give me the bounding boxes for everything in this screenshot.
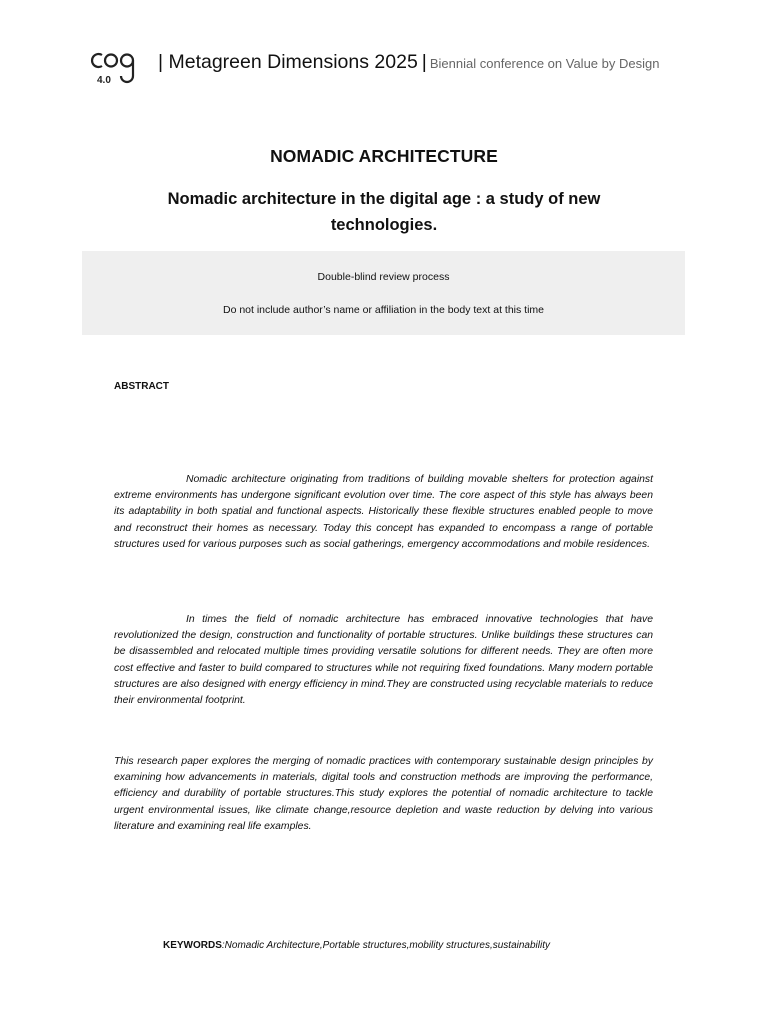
review-notice-box bbox=[82, 251, 685, 335]
logo-version: 4.0 bbox=[97, 75, 111, 86]
abstract-paragraph-1: Nomadic architecture originating from traditions of building movable shelters for protection against extreme environments has undergone significant evolution over time. The core aspect of this style has always been its adaptability in both spatial and functional aspects. Historically these flexible structures enabled people to move and reconstruct their homes as necessary. Today this concept has expanded to encompass a range of portable structures used for various purposes such as social gatherings, emergency accommodations and mobile residences. bbox=[114, 474, 653, 550]
conference-header bbox=[88, 46, 659, 90]
abstract-paragraph-2: In times the field of nomadic architecture has embraced innovative technologies that have revolutionized the design, construction and functionality of portable structures. Unlike buildings these structures can be disassembled and relocated multiple times providing versatile solutions for different needs. They are often more cost effective and faster to build compared to structures while not requiring fixed foundations. Many modern portable structures are also designed with energy efficiency in mind.They are constructed using recyclable materials to reduce their environmental footprint. bbox=[114, 614, 653, 707]
conference-subtitle: Biennial conference on Value by Design bbox=[429, 56, 660, 71]
keywords-label: KEYWORDS bbox=[163, 940, 222, 951]
keywords-text: :Nomadic Architecture,Portable structures,mobility structures,sustainability bbox=[221, 940, 550, 951]
header-separator: | bbox=[421, 51, 427, 73]
paper-title: NOMADIC ARCHITECTURE bbox=[270, 146, 498, 166]
review-notice-instruction: Do not include author’s name or affiliation in the body text at this time bbox=[222, 304, 545, 316]
abstract-paragraph-3: This research paper explores the merging of nomadic practices with contemporary sustainable design principles by examining how advancements in materials, digital tools and construction methods are improving the performance, efficiency and durability of portable structures.This study explores the potential of nomadic architecture to tackle urgent environmental issues, like climate change,resource depletion and waste reduction by delving into various literature and examining real life examples. bbox=[114, 756, 653, 832]
conference-title: | Metagreen Dimensions 2025 bbox=[158, 51, 418, 73]
abstract-heading: ABSTRACT bbox=[114, 381, 169, 392]
keywords-line bbox=[163, 940, 550, 951]
paper-subtitle: Nomadic architecture in the digital age : a study of new technologies. bbox=[167, 190, 601, 234]
conference-logo bbox=[88, 46, 144, 90]
review-notice-title: Double-blind review process bbox=[317, 271, 450, 283]
